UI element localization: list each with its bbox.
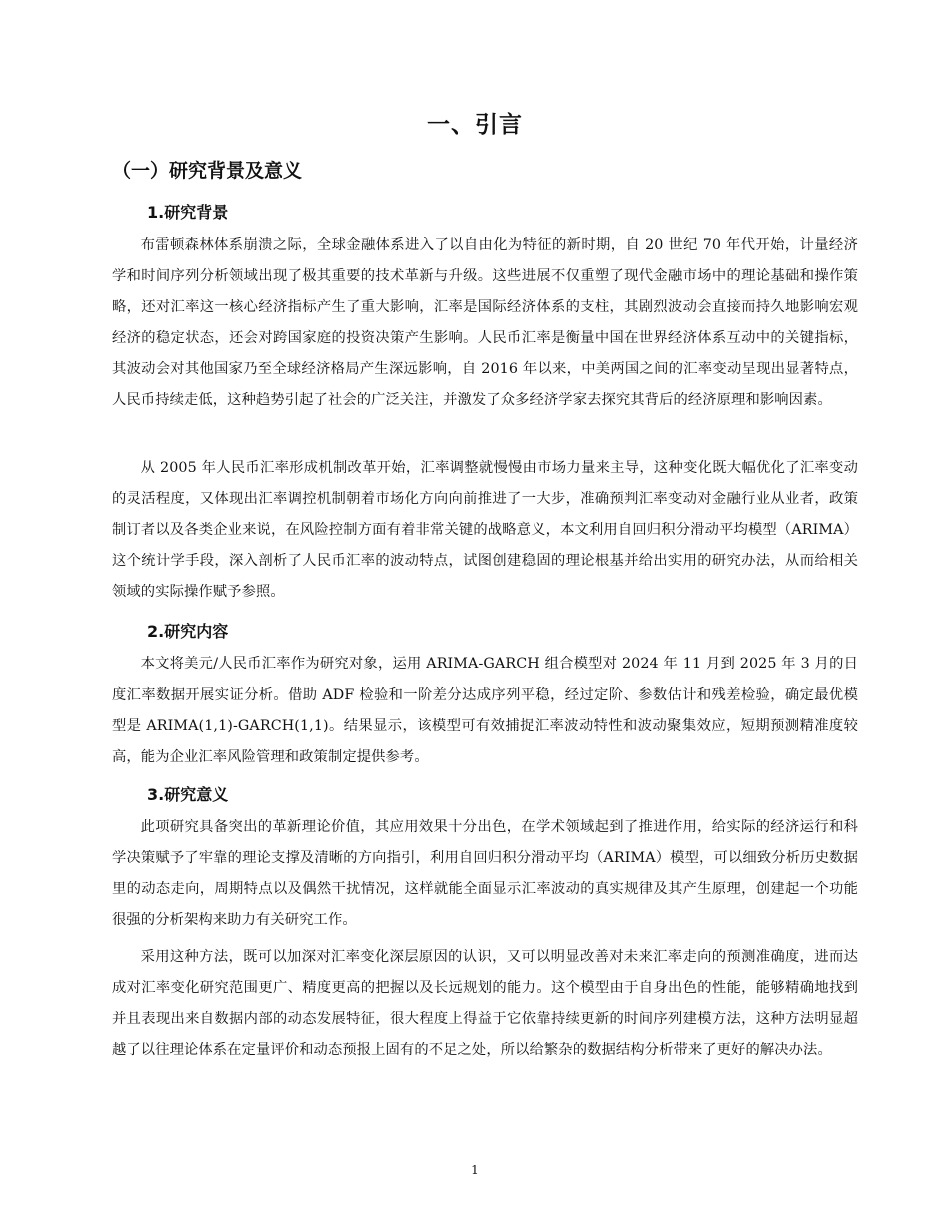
section-title: （一）研究背景及意义 — [112, 160, 303, 182]
page-number: 1 — [471, 1163, 479, 1177]
paragraph-significance-2: 采用这种方法，既可以加深对汇率变化深层原因的认识，又可以明显改善对未来汇率走向的预测准确度，进而达成对汇率变化研究范围更广、精度更高的把握以及长远规划的能力。这个模型由于自身出色的性能，能够精确地找到并且表现出来自数据内部的动态发展特征，很大程度上得益于它依靠持续更新的时间序列建模方法，这种方法明显超越了以往理论体系在定量评价和动态预报上固有的不足之处，所以给繁杂的数据结构分析带来了更好的解决办法。 — [112, 949, 858, 1058]
paragraph-background-1: 布雷顿森林体系崩溃之际，全球金融体系进入了以自由化为特征的新时期，自 20 世纪 70 年代开始，计量经济学和时间序列分析领域出现了极其重要的技术革新与升级。这些进展不仅重塑了现代金融市场中的理论基础和操作策略，还对汇率这一核心经济指标产生了重大影响，汇率是国际经济体系的支柱，其剧烈波动会直接而持久地影响宏观经济的稳定状态，还会对跨国家庭的投资决策产生影响。人民币汇率是衡量中国在世界经济体系互动中的关键指标，其波动会对其他国家乃至全球经济格局产生深远影响，自 2016 年以来，中美两国之间的汇率变动呈现出显著特点，人民币持续走低，这种趋势引起了社会的广泛关注，并激发了众多经济学家去探究其背后的经济原理和影响因素。 — [112, 237, 858, 408]
subsection-heading-content: 2.研究内容 — [147, 622, 229, 641]
subsection-heading-significance: 3.研究意义 — [147, 785, 229, 804]
paragraph-significance-1: 此项研究具备突出的革新理论价值，其应用效果十分出色，在学术领域起到了推进作用，给实际的经济运行和科学决策赋予了牢靠的理论支撑及清晰的方向指引，利用自回归积分滑动平均（ARIMA）模型，可以细致分析历史数据里的动态走向，周期特点以及偶然干扰情况，这样就能全面显示汇率波动的真实规律及其产生原理，创建起一个功能很强的分析架构来助力有关研究工作。 — [112, 819, 858, 928]
paragraph-background-2: 从 2005 年人民币汇率形成机制改革开始，汇率调整就慢慢由市场力量来主导，这种变化既大幅优化了汇率变动的灵活程度，又体现出汇率调控机制朝着市场化方向向前推进了一大步，准确预判汇率变动对金融行业从业者，政策制订者以及各类企业来说，在风险控制方面有着非常关键的战略意义，本文利用自回归积分滑动平均模型（ARIMA）这个统计学手段，深入剖析了人民币汇率的波动特点，试图创建稳固的理论根基并给出实用的研究办法，从而给相关领域的实际操作赋予参照。 — [112, 460, 858, 600]
paragraph-content-1: 本文将美元/人民币汇率作为研究对象，运用 ARIMA-GARCH 组合模型对 2024 年 11 月到 2025 年 3 月的日度汇率数据开展实证分析。借助 ADF 检验和一阶差分达成序列平稳，经过定阶、参数估计和残差检验，确定最优模型是 ARIMA(1,1)-GARCH(1,1)。结果显示，该模型可有效捕捉汇率波动特性和波动聚集效应，短期预测精准度较高，能为企业汇率风险管理和政策制定提供参考。 — [112, 656, 858, 765]
subsection-heading-background: 1.研究背景 — [147, 203, 229, 222]
chapter-title: 一、引言 — [427, 112, 523, 138]
